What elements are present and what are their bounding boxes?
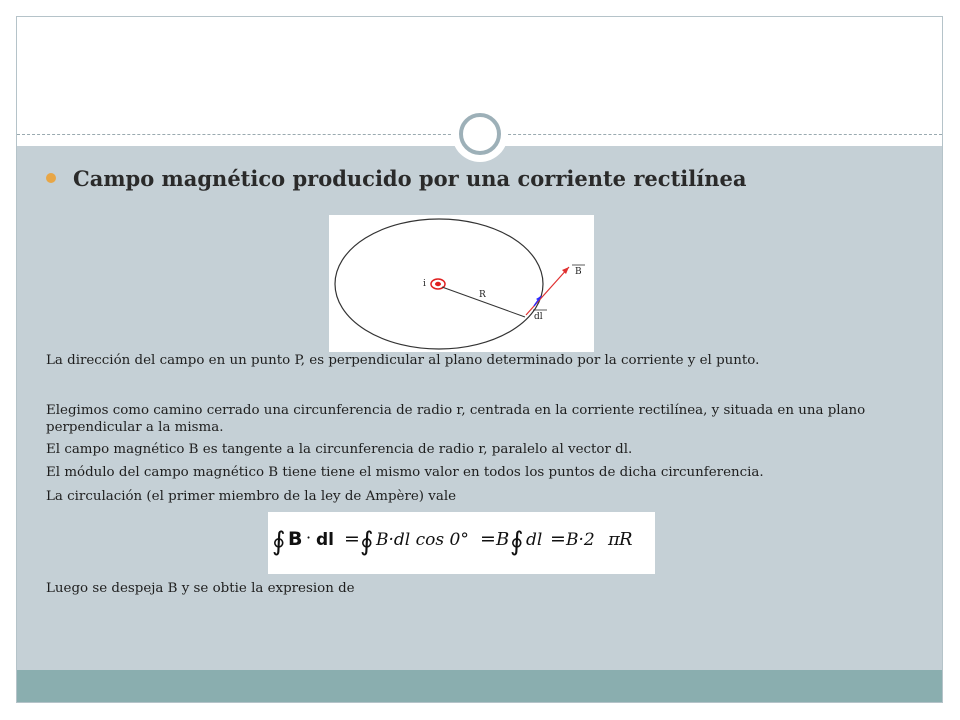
- term-b: B: [496, 529, 510, 550]
- slide-title: Campo magnético producido por una corriente rectilínea: [73, 165, 747, 191]
- term-dl: dl: [526, 530, 543, 550]
- label-element: dl: [534, 312, 543, 322]
- term-b-2: B·2: [566, 530, 595, 550]
- label-field: B: [575, 267, 582, 277]
- paragraph-circulation: La circulación (el primer miembro de la ley de Ampère) vale: [46, 489, 457, 504]
- current-dot-inner: [435, 282, 441, 286]
- paragraph-path: Elegimos como camino cerrado una circunferencia de radio r, centrada en la corriente rectilínea, y situada en una plano perpendicular a la misma.: [46, 403, 866, 435]
- equals-2: =: [480, 528, 496, 550]
- paragraph-direction: La dirección del campo en un punto P, es perpendicular al plano determinado por la corriente y el punto.: [46, 353, 760, 368]
- label-radius: R: [479, 290, 486, 300]
- title-row: [46, 164, 926, 192]
- decorative-ring-icon: [459, 113, 501, 155]
- equals-1: =: [344, 528, 360, 550]
- bullet-icon: [46, 173, 56, 183]
- term-r: R: [619, 529, 633, 550]
- integral-3: ∮: [510, 527, 524, 557]
- field-arrow: [526, 267, 569, 315]
- vector-dl: dl: [316, 530, 334, 550]
- dot-operator: ·: [306, 528, 312, 547]
- term-bdl-cos: B·dl cos 0°: [376, 530, 469, 550]
- paragraph-magnitude: El módulo del campo magnético B tiene tiene el mismo valor en todos los puntos de dicha circunferencia.: [46, 465, 764, 480]
- term-pi: π: [608, 529, 620, 550]
- magnetic-field-diagram: [329, 215, 594, 352]
- paragraph-tangent: El campo magnético B es tangente a la circunferencia de radio r, paralelo al vector dl.: [46, 442, 633, 457]
- ampere-formula: [268, 512, 655, 574]
- vector-b: B: [288, 528, 303, 550]
- equals-3: =: [550, 528, 566, 550]
- integral-2: ∮: [360, 527, 374, 557]
- label-current: i: [423, 279, 426, 289]
- paragraph-conclusion: Luego se despeja B y se obtie la expresion de: [46, 581, 355, 596]
- integral-1: ∮: [272, 527, 286, 557]
